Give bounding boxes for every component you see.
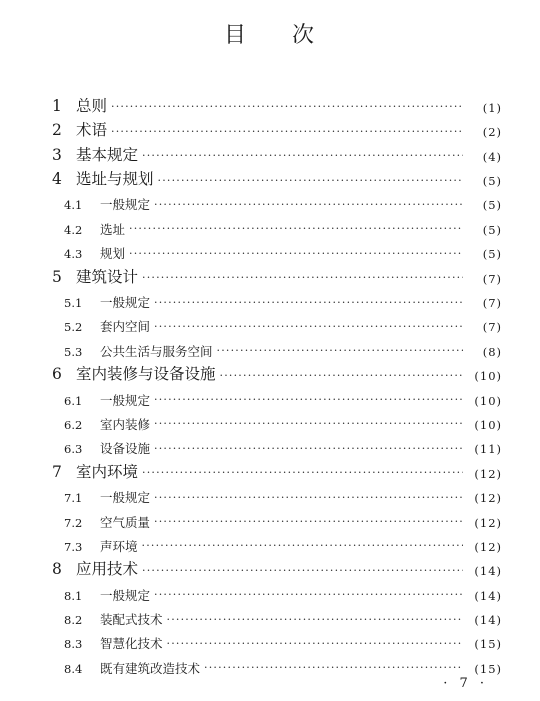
toc-entry-title: 建筑设计 xyxy=(76,267,139,286)
dot-leader xyxy=(154,443,463,454)
toc-entry-number: 8.4 xyxy=(64,661,83,676)
toc-entry-title: 既有建筑改造技术 xyxy=(100,660,201,676)
dot-leader xyxy=(154,418,463,429)
toc-entry-page: (8) xyxy=(482,344,502,359)
toc-entry-page: (15) xyxy=(474,661,502,676)
dot-leader xyxy=(142,540,463,551)
toc-entry-number: 8.3 xyxy=(64,637,83,652)
title-char-1: 目 xyxy=(223,23,248,48)
toc-entry-number: 6.1 xyxy=(64,393,83,408)
toc-entry-page: (15) xyxy=(474,637,502,652)
toc-section-entry[interactable] xyxy=(50,529,502,553)
toc-entry-page: (2) xyxy=(482,125,502,140)
toc-entry-number: 5.1 xyxy=(64,296,83,311)
toc-entry-number: 7 xyxy=(52,462,62,481)
dot-leader xyxy=(154,199,463,210)
toc-chapter-entry[interactable] xyxy=(50,456,502,480)
toc-entry-page: (10) xyxy=(474,369,502,384)
toc-entry-number: 5.2 xyxy=(64,320,83,335)
toc-chapter-entry[interactable] xyxy=(50,90,502,114)
toc-entry-title: 套内空间 xyxy=(100,319,151,335)
dot-leader xyxy=(154,492,463,503)
toc-section-entry[interactable] xyxy=(50,578,502,602)
toc-entry-number: 5.3 xyxy=(64,344,83,359)
toc-entry-title: 一般规定 xyxy=(100,587,151,603)
toc-entry-page: (7) xyxy=(482,271,502,286)
toc-section-entry[interactable] xyxy=(50,407,502,431)
toc-entry-number: 5 xyxy=(52,267,62,286)
toc-section-entry[interactable] xyxy=(50,383,502,407)
toc-entry-number: 8.1 xyxy=(64,588,83,603)
toc-entry-number: 7.2 xyxy=(64,515,83,530)
toc-entry-number: 8 xyxy=(52,560,62,579)
toc-chapter-entry[interactable] xyxy=(50,114,502,138)
toc-entry-title: 应用技术 xyxy=(76,560,139,579)
toc-chapter-entry[interactable] xyxy=(50,553,502,577)
toc-entry-page: (1) xyxy=(482,100,502,115)
toc-section-entry[interactable] xyxy=(50,310,502,334)
toc-entry-title: 公共生活与服务空间 xyxy=(100,343,213,359)
page-number: · 7 · xyxy=(443,676,488,691)
toc-entry-number: 6.2 xyxy=(64,417,83,432)
toc-entry-title: 空气质量 xyxy=(100,514,151,530)
toc-section-entry[interactable] xyxy=(50,188,502,212)
toc-section-entry[interactable] xyxy=(50,480,502,504)
dot-leader xyxy=(129,223,463,234)
toc-chapter-entry[interactable] xyxy=(50,163,502,187)
toc-section-entry[interactable] xyxy=(50,212,502,236)
toc-entry-title: 室内装修与设备设施 xyxy=(76,365,216,384)
dot-leader xyxy=(154,516,463,527)
toc-entry-page: (12) xyxy=(474,491,502,506)
dot-leader xyxy=(142,272,463,283)
toc-entry-title: 室内环境 xyxy=(76,462,139,481)
dot-leader xyxy=(158,175,463,186)
toc-entry-number: 3 xyxy=(52,145,62,164)
toc-entry-number: 4.1 xyxy=(64,198,83,213)
toc-entry-title: 基本规定 xyxy=(76,145,139,164)
toc-entry-page: (11) xyxy=(474,442,502,457)
toc-entry-page: (14) xyxy=(474,564,502,579)
toc-entry-page: (5) xyxy=(482,222,502,237)
toc-entry-title: 选址与规划 xyxy=(76,170,154,189)
dot-leader xyxy=(167,614,463,625)
toc-entry-number: 2 xyxy=(52,121,62,140)
dot-leader xyxy=(167,638,463,649)
toc-entry-page: (5) xyxy=(482,247,502,262)
title-char-2: 次 xyxy=(292,23,317,48)
toc-entry-number: 4.3 xyxy=(64,247,83,262)
toc-entry-number: 6 xyxy=(52,365,62,384)
table-of-contents xyxy=(50,90,502,675)
toc-entry-title: 室内装修 xyxy=(100,416,151,432)
dot-leader xyxy=(111,126,463,137)
dot-leader xyxy=(217,345,463,356)
toc-entry-number: 4 xyxy=(52,170,62,189)
dot-leader xyxy=(142,467,463,478)
toc-entry-title: 总则 xyxy=(76,96,108,115)
toc-entry-page: (10) xyxy=(474,393,502,408)
toc-entry-page: (14) xyxy=(474,588,502,603)
toc-section-entry[interactable] xyxy=(50,236,502,260)
toc-chapter-entry[interactable] xyxy=(50,139,502,163)
toc-chapter-entry[interactable] xyxy=(50,358,502,382)
toc-section-entry[interactable] xyxy=(50,334,502,358)
toc-entry-title: 一般规定 xyxy=(100,295,151,311)
toc-section-entry[interactable] xyxy=(50,651,502,675)
toc-entry-title: 一般规定 xyxy=(100,197,151,213)
toc-entry-page: (14) xyxy=(474,613,502,628)
toc-section-entry[interactable] xyxy=(50,505,502,529)
dot-leader xyxy=(154,589,463,600)
page-title xyxy=(0,18,540,49)
toc-entry-title: 智慧化技术 xyxy=(100,636,163,652)
toc-section-entry[interactable] xyxy=(50,285,502,309)
toc-entry-page: (10) xyxy=(474,417,502,432)
dot-leader xyxy=(154,321,463,332)
dot-leader xyxy=(154,297,463,308)
toc-entry-page: (12) xyxy=(474,515,502,530)
toc-entry-number: 1 xyxy=(52,96,62,115)
dot-leader xyxy=(142,150,463,161)
dot-leader xyxy=(111,101,463,112)
dot-leader xyxy=(142,565,463,576)
toc-entry-title: 装配式技术 xyxy=(100,612,163,628)
toc-entry-page: (7) xyxy=(482,320,502,335)
toc-entry-title: 术语 xyxy=(76,121,108,140)
toc-section-entry[interactable] xyxy=(50,627,502,651)
toc-entry-number: 8.2 xyxy=(64,613,83,628)
toc-entry-number: 7.1 xyxy=(64,491,83,506)
toc-entry-title: 选址 xyxy=(100,221,126,237)
toc-entry-number: 4.2 xyxy=(64,222,83,237)
toc-entry-page: (4) xyxy=(482,149,502,164)
dot-leader xyxy=(204,662,463,673)
toc-entry-page: (12) xyxy=(474,466,502,481)
toc-entry-page: (12) xyxy=(474,539,502,554)
toc-entry-number: 7.3 xyxy=(64,539,83,554)
toc-chapter-entry[interactable] xyxy=(50,261,502,285)
toc-entry-title: 声环境 xyxy=(100,538,138,554)
dot-leader xyxy=(154,394,463,405)
dot-leader xyxy=(129,248,463,259)
toc-entry-page: (7) xyxy=(482,296,502,311)
dot-leader xyxy=(220,370,463,381)
toc-entry-page: (5) xyxy=(482,198,502,213)
toc-entry-title: 一般规定 xyxy=(100,490,151,506)
toc-entry-title: 设备设施 xyxy=(100,441,151,457)
toc-entry-page: (5) xyxy=(482,174,502,189)
toc-section-entry[interactable] xyxy=(50,602,502,626)
toc-entry-number: 6.3 xyxy=(64,442,83,457)
toc-entry-title: 规划 xyxy=(100,246,126,262)
toc-section-entry[interactable] xyxy=(50,431,502,455)
toc-entry-title: 一般规定 xyxy=(100,392,151,408)
